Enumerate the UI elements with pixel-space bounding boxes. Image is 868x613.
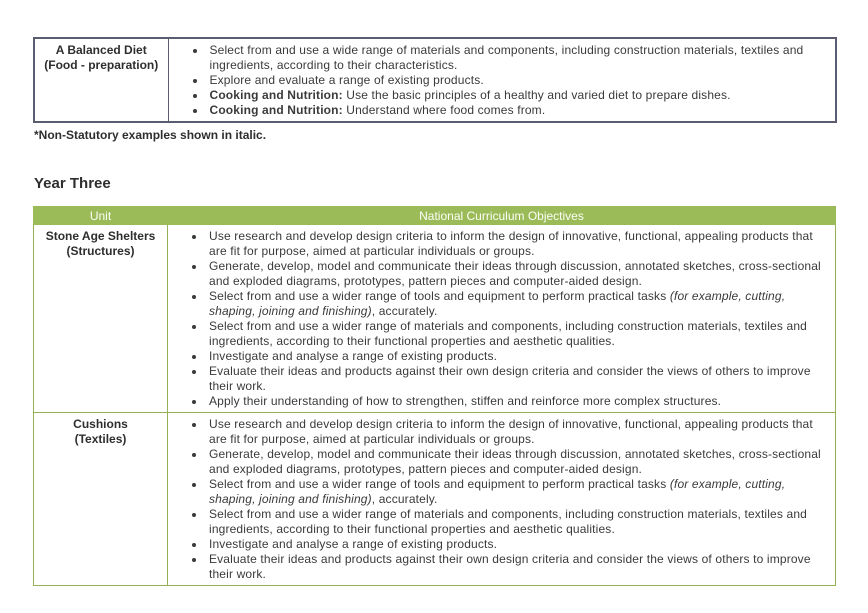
objectives-list [168,417,829,582]
objective-bullet [206,229,829,259]
unit-title: Cushions [73,417,128,431]
objectives-cell [168,225,836,413]
objective-bullet [207,73,830,88]
balanced-diet-table [33,37,837,123]
objective-bullet [206,394,829,409]
unit-cell [34,413,168,586]
objective-bullet [207,43,830,73]
objective-text-segment: Apply their understanding of how to strengthen, stiffen and reinforce more complex structures. [209,394,722,408]
year-three-table [33,206,836,586]
objective-text-segment: Select from and use a wider range of tools and equipment to perform practical tasks [209,477,670,491]
objective-bullet [206,364,829,394]
objective-bullet [206,537,829,552]
year-three-heading: Year Three [34,175,111,192]
objective-text-segment: Select from and use a wider range of tools and equipment to perform practical tasks [209,289,670,303]
unit-subtitle: (Textiles) [74,432,127,446]
objective-text-segment: , accurately. [371,492,438,506]
unit-column-header: Unit [34,207,168,225]
balanced-diet-row [34,38,836,122]
unit-cell-balanced-diet [34,38,168,122]
unit-subtitle: (Food - preparation) [44,58,159,72]
objectives-cell [168,413,836,586]
objective-text-segment: (for example, cutting, shaping, joining and finishing) [209,289,786,318]
year-table-body [34,225,836,586]
objective-text-segment: (for example, cutting, shaping, joining and finishing) [209,477,786,506]
objective-bullet [206,289,829,319]
objective-text-segment: Explore and evaluate a range of existing products. [209,73,484,87]
objective-bullet [206,447,829,477]
objective-text-segment: Investigate and analyse a range of existing products. [209,537,498,551]
non-statutory-note: *Non-Statutory examples shown in italic. [34,128,267,142]
objectives-cell-balanced-diet [168,38,836,122]
objective-bullet [207,88,830,103]
objective-bullet [206,477,829,507]
objective-text-segment: Investigate and analyse a range of existing products. [209,349,498,363]
objective-bullet [206,417,829,447]
objective-text-segment: Use research and develop design criteria to inform the design of innovative, functional, appealing products that are fit for purpose, aimed at particular individuals or groups. [209,229,813,258]
objective-bullet [206,259,829,289]
year-table-row [34,225,836,413]
objective-text-segment: , accurately. [371,304,438,318]
objective-text-segment: Evaluate their ideas and products against their own design criteria and consider the views of others to improve their work. [209,364,811,393]
objective-text-segment: Generate, develop, model and communicate their ideas through discussion, annotated sketches, cross-sectional and exploded diagrams, prototypes, pattern pieces and computer-aided design. [209,259,821,288]
objective-text-segment: Use the basic principles of a healthy and varied diet to prepare dishes. [342,88,731,102]
year-table-row [34,413,836,586]
unit-title: A Balanced Diet [55,43,147,57]
objective-text-segment: Cooking and Nutrition: [209,88,343,102]
objective-text-segment: Cooking and Nutrition: [209,103,343,117]
objective-bullet [206,349,829,364]
objective-text-segment: Select from and use a wider range of materials and components, including construction materials, textiles and ingredients, according to their functional properties and aesthetic qualities. [209,319,807,348]
objectives-column-header: National Curriculum Objectives [168,207,836,225]
objective-text-segment: Select from and use a wider range of materials and components, including construction materials, textiles and ingredients, according to their functional properties and aesthetic qualities. [209,507,807,536]
objective-bullet [206,552,829,582]
objective-bullet [206,319,829,349]
objective-text-segment: Select from and use a wide range of materials and components, including construction materials, textiles and ingredients, according to their characteristics. [209,43,804,72]
objectives-list [169,43,830,118]
objective-bullet [206,507,829,537]
year-table-header-row [34,207,836,225]
objective-bullet [207,103,830,118]
objective-text-segment: Understand where food comes from. [342,103,546,117]
objective-text-segment: Use research and develop design criteria to inform the design of innovative, functional, appealing products that are fit for purpose, aimed at particular individuals or groups. [209,417,813,446]
objective-text-segment: Generate, develop, model and communicate their ideas through discussion, annotated sketches, cross-sectional and exploded diagrams, prototypes, pattern pieces and computer-aided design. [209,447,821,476]
unit-cell [34,225,168,413]
unit-subtitle: (Structures) [66,244,135,258]
objective-text-segment: Evaluate their ideas and products against their own design criteria and consider the views of others to improve their work. [209,552,811,581]
unit-title: Stone Age Shelters [45,229,156,243]
objectives-list [168,229,829,409]
